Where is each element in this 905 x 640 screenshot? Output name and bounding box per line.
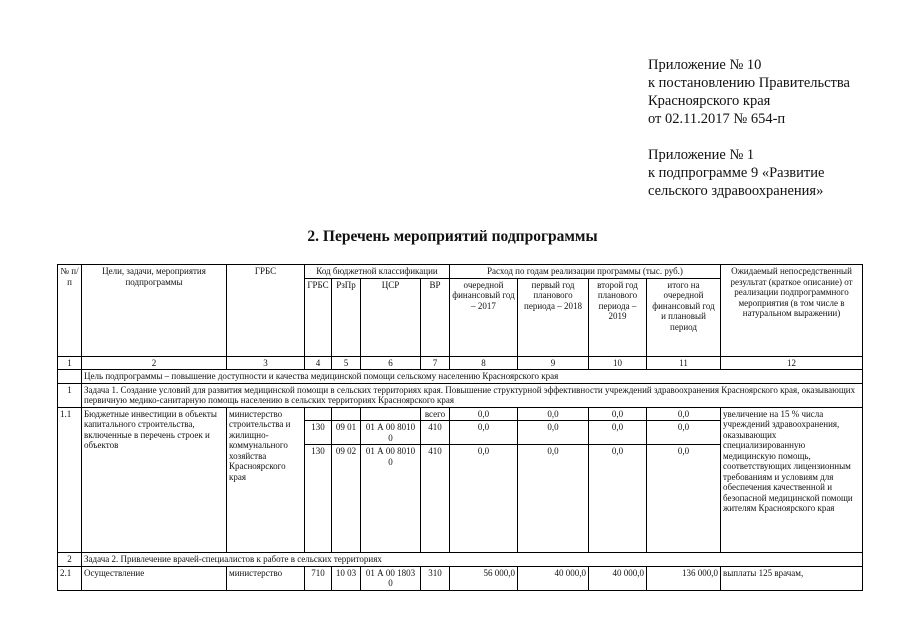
- header-result: Ожидаемый непосредственный результат (краткое описание) от реализации подпрограммного мероприятия (в том числе в натуральном выражении): [721, 265, 863, 357]
- goal-row: [58, 370, 863, 384]
- item11-num: 1.1: [58, 407, 82, 553]
- col-number: 2: [82, 356, 227, 370]
- item11-total: 0,0: [647, 445, 721, 553]
- item21-year3: 40 000,0: [589, 566, 647, 590]
- col-number: 7: [421, 356, 450, 370]
- annex-main-line: Приложение № 10: [648, 57, 762, 73]
- annex-sub-line: Приложение № 1: [648, 147, 755, 163]
- item21-name: Осуществление: [82, 566, 227, 590]
- header-sub-year3: второй год планового периода – 2019: [589, 278, 647, 356]
- task1-row: [58, 383, 863, 407]
- item11-year2: 0,0: [518, 407, 589, 421]
- task2-num: 2: [58, 553, 82, 567]
- annex-sub-block: [648, 146, 824, 200]
- item11-year2: 0,0: [518, 445, 589, 553]
- item21-code-grbs: 710: [305, 566, 332, 590]
- item11-year3: 0,0: [589, 445, 647, 553]
- item11-csr: 01 А 00 8010 0: [361, 445, 421, 553]
- header-expenses: Расход по годам реализации программы (тыс. руб.): [450, 265, 721, 279]
- item11-csr: 01 А 00 8010 0: [361, 421, 421, 445]
- item11-year3: 0,0: [589, 421, 647, 445]
- header-sub-csr: ЦСР: [361, 278, 421, 356]
- task2-text: Задача 2. Привлечение врачей-специалистов к работе в сельских территориях: [82, 553, 863, 567]
- item21-year1: 56 000,0: [450, 566, 518, 590]
- annex-main-line: к постановлению Правительства: [648, 75, 850, 91]
- col-number: 8: [450, 356, 518, 370]
- col-number: 11: [647, 356, 721, 370]
- item11-rzpr: [332, 407, 361, 421]
- item11-vr: 410: [421, 445, 450, 553]
- item21-total: 136 000,0: [647, 566, 721, 590]
- item11-code-grbs: 130: [305, 421, 332, 445]
- task1-num: 1: [58, 383, 82, 407]
- item11-result: увеличение на 15 % числа учреждений здравоохранения, оказывающих специализированную медицинскую помощь, соответствующих лицензионным требованиям и условиям для обеспечения качественной и безопасной медицинской помощи жителям Красноярского края: [721, 407, 863, 553]
- header-sub-total: итого на очередной финансовый год и плановый период: [647, 278, 721, 356]
- item11-total: 0,0: [647, 421, 721, 445]
- item21-grbs: министерство: [227, 566, 305, 590]
- col-number: 1: [58, 356, 82, 370]
- annex-main-block: [648, 56, 850, 128]
- item11-row-total: [58, 407, 863, 421]
- item11-grbs: министерство строительства и жилищно-коммунального хозяйства Красноярского края: [227, 407, 305, 553]
- header-row-top: [58, 265, 863, 279]
- item11-name: Бюджетные инвестиции в объекты капитального строительства, включенные в перечень строек и объектов: [82, 407, 227, 553]
- col-number: 9: [518, 356, 589, 370]
- header-sub-rzpr: РзПр: [332, 278, 361, 356]
- item21-vr: 310: [421, 566, 450, 590]
- annex-sub-line: к подпрограмме 9 «Развитие: [648, 165, 825, 181]
- item11-code-grbs: [305, 407, 332, 421]
- header-sub-vr: ВР: [421, 278, 450, 356]
- header-sub-year2: первый год планового периода – 2018: [518, 278, 589, 356]
- item21-num: 2.1: [58, 566, 82, 590]
- header-goals: Цели, задачи, мероприятия подпрограммы: [82, 265, 227, 357]
- task2-row: [58, 553, 863, 567]
- item11-year1: 0,0: [450, 445, 518, 553]
- item11-vr: 410: [421, 421, 450, 445]
- item11-year2: 0,0: [518, 421, 589, 445]
- task1-text: Задача 1. Создание условий для развития медицинской помощи в сельских территориях края. Повышение структурной эффективности учреждений здравоохранения Красноярского края, оказывающих первичную медико-санитарную помощь населению в сельских территориях Красноярского края: [82, 383, 863, 407]
- item21-row: [58, 566, 863, 590]
- item11-csr: [361, 407, 421, 421]
- header-num: № п/п: [58, 265, 82, 357]
- header-budget-code: Код бюджетной классификации: [305, 265, 450, 279]
- measures-table: [57, 264, 863, 591]
- item11-year1: 0,0: [450, 407, 518, 421]
- item21-csr: 01 А 00 1803 0: [361, 566, 421, 590]
- item11-code-grbs: 130: [305, 445, 332, 553]
- annex-main-line: от 02.11.2017 № 654-п: [648, 111, 786, 127]
- item11-rzpr: 09 02: [332, 445, 361, 553]
- goal-num-cell: [58, 370, 82, 384]
- header-grbs: ГРБС: [227, 265, 305, 357]
- item11-total: 0,0: [647, 407, 721, 421]
- col-number: 10: [589, 356, 647, 370]
- col-number: 6: [361, 356, 421, 370]
- col-number: 3: [227, 356, 305, 370]
- annex-sub-line: сельского здравоохранения»: [648, 183, 824, 199]
- goal-text: Цель подпрограммы – повышение доступности и качества медицинской помощи сельскому населению Красноярского края: [82, 370, 863, 384]
- item11-rzpr: 09 01: [332, 421, 361, 445]
- item11-vr: всего: [421, 407, 450, 421]
- header-sub-grbs: ГРБС: [305, 278, 332, 356]
- item21-year2: 40 000,0: [518, 566, 589, 590]
- header-sub-year1: очередной финансовый год – 2017: [450, 278, 518, 356]
- annex-main-line: Красноярского края: [648, 93, 771, 109]
- item21-rzpr: 10 03: [332, 566, 361, 590]
- col-number: 5: [332, 356, 361, 370]
- item11-year1: 0,0: [450, 421, 518, 445]
- col-number: 4: [305, 356, 332, 370]
- column-number-row: [58, 356, 863, 370]
- document-title: 2. Перечень мероприятий подпрограммы: [307, 228, 598, 245]
- item11-year3: 0,0: [589, 407, 647, 421]
- item21-result: выплаты 125 врачам,: [721, 566, 863, 590]
- col-number: 12: [721, 356, 863, 370]
